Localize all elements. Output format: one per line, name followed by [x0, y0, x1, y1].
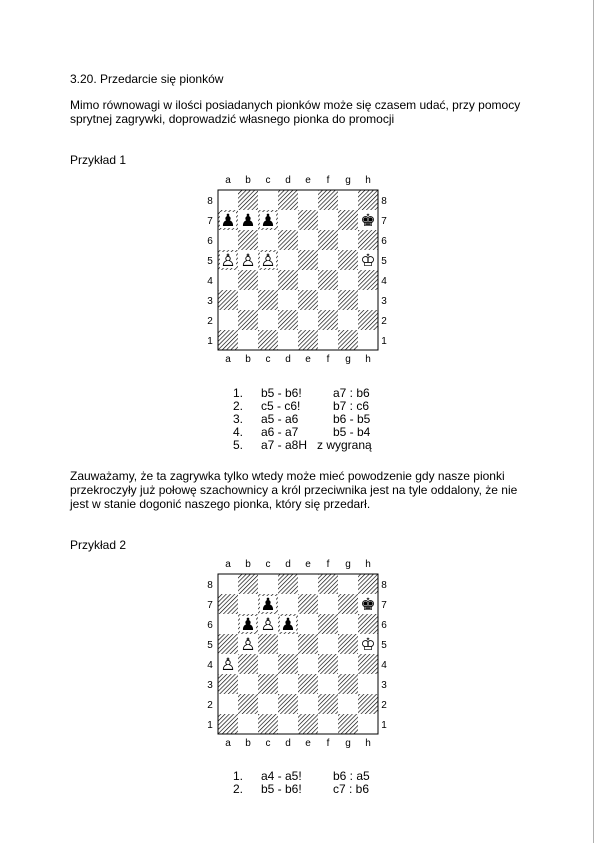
file-label: h [365, 354, 371, 365]
light-square [238, 594, 258, 614]
file-label: d [285, 175, 291, 186]
dark-square [218, 330, 238, 350]
rank-label: 7 [207, 216, 213, 227]
black-pawn-icon: ♟ [260, 211, 276, 231]
white-move: a4 - a5! [261, 769, 302, 783]
light-square [298, 654, 318, 674]
intro-line: Mimo równowagi w ilości posiadanych pionków może się czasem udać, przy pomocy [70, 98, 521, 112]
dark-square [298, 594, 318, 614]
black-move: b6 : a5 [333, 769, 370, 783]
white-move: a6 - a7 [261, 425, 299, 439]
rank-label: 7 [381, 600, 387, 611]
dark-square [238, 230, 258, 250]
example-2-label: Przykład 2 [70, 538, 127, 552]
light-square [318, 210, 338, 230]
conclusion-line: jest w stanie dogonić naszego pionka, który się przedarł. [70, 497, 371, 511]
dark-square [278, 574, 298, 594]
rank-label: 1 [207, 336, 213, 347]
white-pawn-icon: ♙ [260, 615, 276, 635]
file-label: h [365, 175, 371, 186]
file-label: f [326, 559, 330, 570]
dark-square [278, 694, 298, 714]
dark-square [338, 290, 358, 310]
rank-label: 7 [207, 600, 213, 611]
rank-label: 6 [207, 620, 213, 631]
move-number: 5. [233, 438, 244, 452]
file-label: d [285, 559, 291, 570]
black-move: a7 : b6 [333, 386, 370, 400]
dark-square [358, 310, 378, 330]
black-move: b6 - b5 [333, 412, 371, 426]
rank-label: 3 [207, 680, 213, 691]
light-square [338, 574, 358, 594]
light-square [238, 714, 258, 734]
dark-square [218, 674, 238, 694]
light-square [258, 310, 278, 330]
light-square [218, 310, 238, 330]
dark-square [258, 714, 278, 734]
dark-square [258, 330, 278, 350]
rank-label: 5 [381, 256, 387, 267]
light-square [338, 270, 358, 290]
light-square [318, 714, 338, 734]
white-pawn-icon: ♙ [220, 655, 236, 675]
rank-label: 8 [207, 196, 213, 207]
white-pawn-icon: ♙ [220, 251, 236, 271]
white-pawn-icon: ♙ [260, 251, 276, 271]
white-pawn-icon: ♙ [240, 635, 256, 655]
file-label: d [285, 738, 291, 749]
file-label: g [345, 175, 351, 186]
light-square [278, 674, 298, 694]
light-square [238, 330, 258, 350]
black-king-icon: ♚ [360, 211, 376, 231]
dark-square [298, 634, 318, 654]
dark-square [358, 230, 378, 250]
conclusion-line: przekroczyły już połowę szachownicy a król przeciwnika jest na tyle oddalony, że nie [70, 483, 518, 497]
light-square [298, 614, 318, 634]
light-square [358, 714, 378, 734]
dark-square [338, 674, 358, 694]
file-label: c [265, 738, 271, 749]
rank-label: 4 [207, 660, 213, 671]
black-move: c7 : b6 [333, 782, 370, 796]
rank-label: 6 [381, 620, 387, 631]
white-move: a5 - a6 [261, 412, 299, 426]
dark-square [238, 310, 258, 330]
light-square [278, 714, 298, 734]
rank-label: 5 [381, 640, 387, 651]
black-pawn-icon: ♟ [240, 615, 256, 635]
dark-square [318, 614, 338, 634]
dark-square [298, 210, 318, 230]
intro-line: sprytnej zagrywki, doprowadzić własnego pionka do promocji [70, 112, 395, 126]
rank-label: 4 [207, 276, 213, 287]
light-square [278, 594, 298, 614]
light-square [298, 574, 318, 594]
dark-square [338, 250, 358, 270]
rank-label: 1 [381, 336, 387, 347]
rank-label: 3 [207, 296, 213, 307]
dark-square [358, 614, 378, 634]
light-square [358, 290, 378, 310]
light-square [298, 694, 318, 714]
rank-label: 2 [207, 700, 213, 711]
light-square [298, 270, 318, 290]
dark-square [318, 230, 338, 250]
light-square [318, 634, 338, 654]
rank-label: 8 [381, 580, 387, 591]
dark-square [258, 634, 278, 654]
dark-square [318, 694, 338, 714]
move-number: 2. [233, 399, 244, 413]
move-number: 1. [233, 769, 244, 783]
dark-square [298, 714, 318, 734]
file-label: e [305, 354, 311, 365]
rank-label: 3 [381, 296, 387, 307]
light-square [338, 654, 358, 674]
rank-label: 2 [381, 316, 387, 327]
rank-label: 5 [207, 640, 213, 651]
light-square [218, 190, 238, 210]
file-label: a [225, 738, 231, 749]
light-square [218, 574, 238, 594]
light-square [338, 694, 358, 714]
light-square [258, 654, 278, 674]
dark-square [338, 594, 358, 614]
dark-square [238, 654, 258, 674]
light-square [258, 694, 278, 714]
dark-square [278, 654, 298, 674]
light-square [278, 250, 298, 270]
light-square [258, 270, 278, 290]
white-move: b5 - b6! [261, 386, 302, 400]
dark-square [278, 270, 298, 290]
file-label: e [305, 175, 311, 186]
rank-label: 3 [381, 680, 387, 691]
dark-square [238, 270, 258, 290]
light-square [278, 330, 298, 350]
rank-label: 2 [381, 700, 387, 711]
light-square [218, 270, 238, 290]
file-label: b [245, 559, 251, 570]
file-label: a [225, 354, 231, 365]
file-label: f [326, 354, 330, 365]
dark-square [218, 594, 238, 614]
dark-square [318, 310, 338, 330]
dark-square [318, 190, 338, 210]
dark-square [358, 694, 378, 714]
black-move: z wygraną [317, 438, 372, 452]
light-square [318, 250, 338, 270]
light-square [318, 290, 338, 310]
dark-square [298, 290, 318, 310]
file-label: a [225, 559, 231, 570]
dark-square [318, 270, 338, 290]
example-1-label: Przykład 1 [70, 153, 127, 167]
dark-square [218, 290, 238, 310]
file-label: g [345, 738, 351, 749]
light-square [298, 310, 318, 330]
black-move: b7 : c6 [333, 399, 370, 413]
light-square [358, 674, 378, 694]
black-king-icon: ♚ [360, 595, 376, 615]
dark-square [238, 190, 258, 210]
light-square [318, 330, 338, 350]
file-label: c [265, 354, 271, 365]
rank-label: 8 [207, 580, 213, 591]
rank-label: 7 [381, 216, 387, 227]
light-square [338, 310, 358, 330]
dark-square [298, 674, 318, 694]
light-square [278, 634, 298, 654]
dark-square [358, 574, 378, 594]
dark-square [238, 694, 258, 714]
black-pawn-icon: ♟ [220, 211, 236, 231]
light-square [298, 230, 318, 250]
rank-label: 5 [207, 256, 213, 267]
white-king-icon: ♔ [360, 251, 376, 271]
section-title: 3.20. Przedarcie się pionków [70, 72, 224, 86]
chessboard-example-2 [198, 554, 398, 754]
light-square [258, 190, 278, 210]
white-move: a7 - a8H [261, 438, 308, 452]
white-king-icon: ♔ [360, 635, 376, 655]
intro-paragraph [70, 98, 520, 126]
move-number: 3. [233, 412, 244, 426]
light-square [338, 614, 358, 634]
dark-square [278, 310, 298, 330]
file-label: h [365, 738, 371, 749]
dark-square [358, 654, 378, 674]
light-square [218, 694, 238, 714]
dark-square [358, 190, 378, 210]
light-square [318, 594, 338, 614]
file-label: b [245, 354, 251, 365]
dark-square [258, 290, 278, 310]
light-square [338, 190, 358, 210]
rank-label: 6 [381, 236, 387, 247]
file-label: g [345, 354, 351, 365]
rank-label: 8 [381, 196, 387, 207]
light-square [358, 330, 378, 350]
light-square [258, 574, 278, 594]
file-label: f [326, 175, 330, 186]
dark-square [238, 574, 258, 594]
black-pawn-icon: ♟ [240, 211, 256, 231]
light-square [278, 290, 298, 310]
light-square [338, 230, 358, 250]
light-square [218, 230, 238, 250]
rank-label: 1 [381, 720, 387, 731]
dark-square [318, 654, 338, 674]
dark-square [298, 250, 318, 270]
light-square [238, 674, 258, 694]
dark-square [338, 634, 358, 654]
white-move: b5 - b6! [261, 782, 302, 796]
conclusion-paragraph [70, 469, 517, 511]
light-square [298, 190, 318, 210]
rank-label: 2 [207, 316, 213, 327]
dark-square [318, 574, 338, 594]
light-square [218, 614, 238, 634]
dark-square [338, 210, 358, 230]
dark-square [278, 190, 298, 210]
dark-square [358, 270, 378, 290]
file-label: a [225, 175, 231, 186]
rank-label: 1 [207, 720, 213, 731]
file-label: b [245, 175, 251, 186]
conclusion-line: Zauważamy, że ta zagrywka tylko wtedy może mieć powodzenie gdy nasze pionki [70, 469, 505, 483]
black-pawn-icon: ♟ [260, 595, 276, 615]
light-square [278, 210, 298, 230]
file-label: f [326, 738, 330, 749]
dark-square [338, 714, 358, 734]
light-square [258, 230, 278, 250]
rank-label: 4 [381, 660, 387, 671]
rank-label: 6 [207, 236, 213, 247]
rank-label: 4 [381, 276, 387, 287]
dark-square [218, 634, 238, 654]
file-label: d [285, 354, 291, 365]
white-pawn-icon: ♙ [240, 251, 256, 271]
white-move: c5 - c6! [261, 399, 301, 413]
light-square [238, 290, 258, 310]
file-label: e [305, 738, 311, 749]
black-pawn-icon: ♟ [280, 615, 296, 635]
move-number: 1. [233, 386, 244, 400]
file-label: b [245, 738, 251, 749]
file-label: c [265, 559, 271, 570]
file-label: e [305, 559, 311, 570]
black-move: b5 - b4 [333, 425, 371, 439]
chessboard-example-1 [198, 170, 398, 370]
light-square [318, 674, 338, 694]
move-number: 4. [233, 425, 244, 439]
dark-square [278, 230, 298, 250]
dark-square [338, 330, 358, 350]
dark-square [258, 674, 278, 694]
file-label: g [345, 559, 351, 570]
move-number: 2. [233, 782, 244, 796]
file-label: c [265, 175, 271, 186]
dark-square [298, 330, 318, 350]
dark-square [218, 714, 238, 734]
file-label: h [365, 559, 371, 570]
